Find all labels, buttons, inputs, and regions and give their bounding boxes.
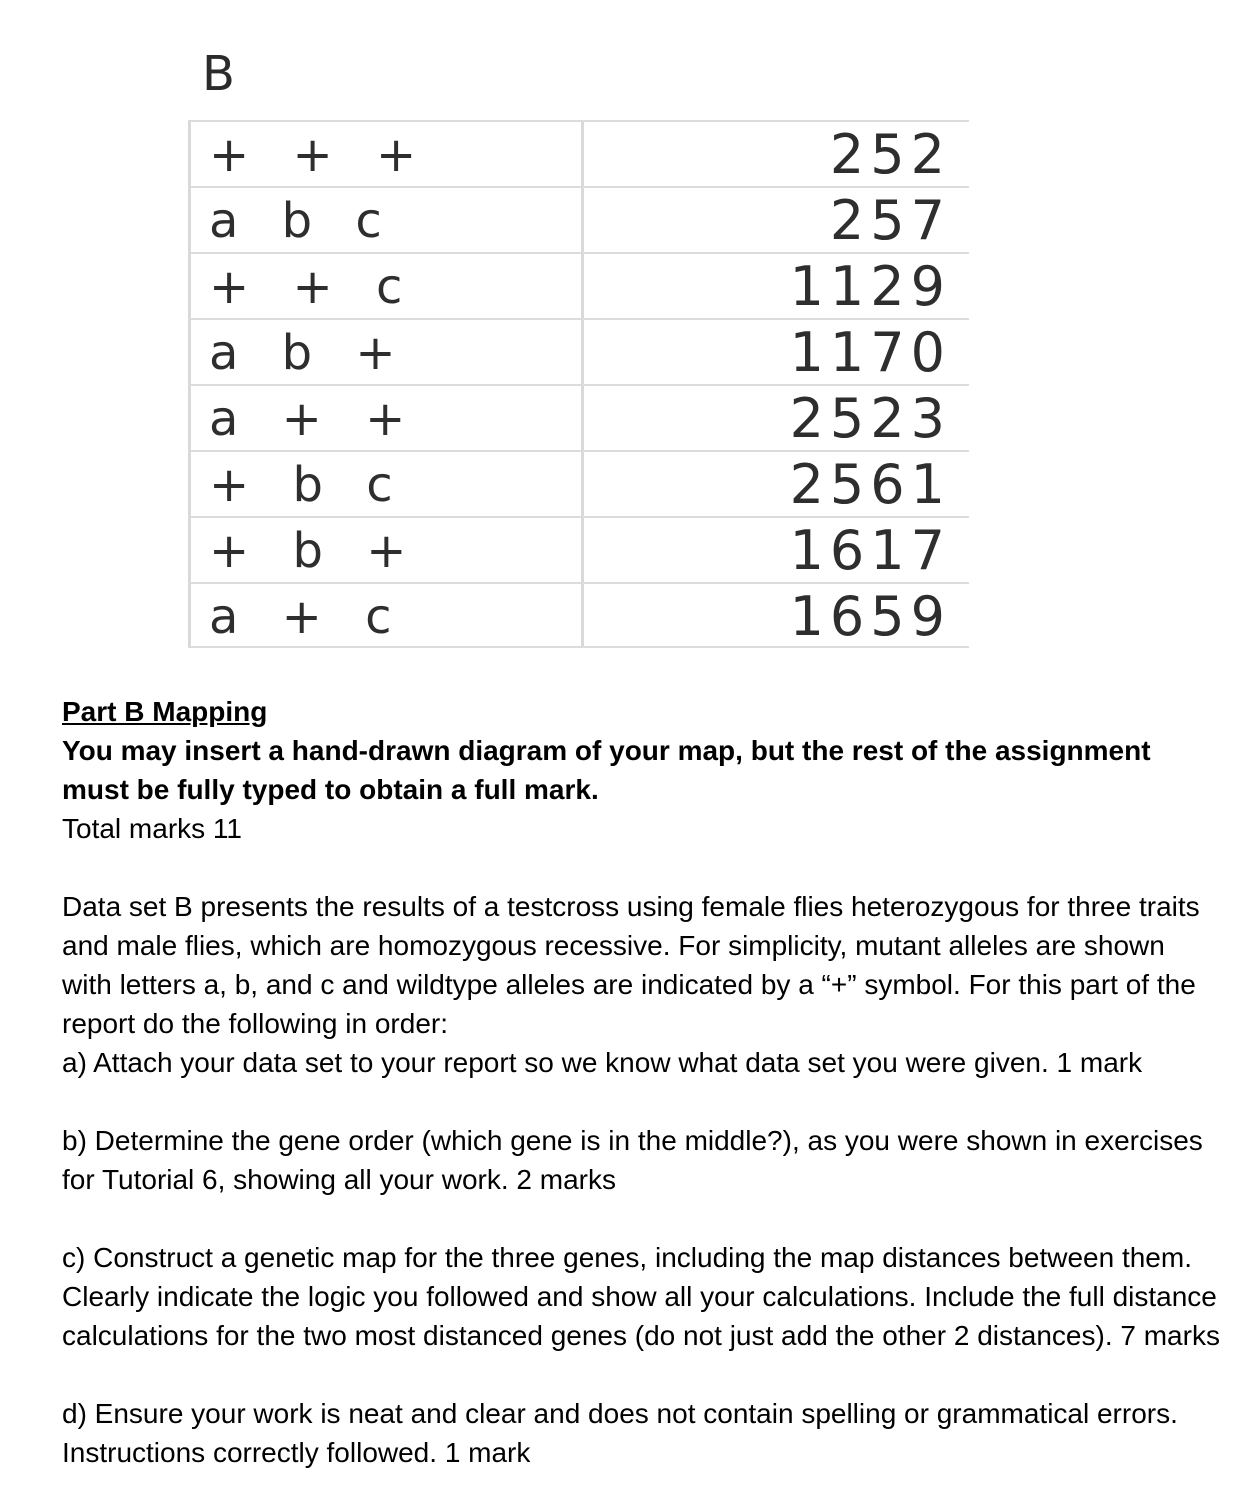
spacer — [62, 1199, 1222, 1238]
intro-paragraph: Data set B presents the results of a testcross using female flies heterozygous for three traits and male flies, which are homozygous recessive. For simplicity, mutant alleles are shown with letters a, b, and c and wildtype alleles are indicated by a “+” symbol. For this part of the report do the following in order: — [62, 891, 1200, 1039]
table-row — [191, 186, 969, 252]
spacer — [62, 1082, 1222, 1121]
genotype-cell: + b + — [191, 518, 584, 582]
genotype-cell: a + c — [191, 584, 584, 646]
count-cell: 2561 — [789, 453, 951, 516]
task-item-d: d) Ensure your work is neat and clear and does not contain spelling or grammatical errors. Instructions correctly followed. 1 mark — [62, 1398, 1178, 1468]
total-marks: Total marks 11 — [62, 813, 242, 844]
instruction-note: You may insert a hand-drawn diagram of your map, but the rest of the assignment must be fully typed to obtain a full mark. — [62, 735, 1151, 805]
section-heading: Part B Mapping — [62, 696, 268, 727]
spacer — [62, 848, 1222, 887]
spacer — [62, 1355, 1222, 1394]
table-row — [191, 252, 969, 318]
genotype-cell: a b + — [191, 320, 584, 384]
genotype-cell: a + + — [191, 386, 584, 450]
table-row — [191, 582, 969, 648]
count-cell: 1659 — [789, 585, 951, 648]
task-item-a: a) Attach your data set to your report so we know what data set you were given. 1 mark — [62, 1047, 1143, 1078]
task-item-c: c) Construct a genetic map for the three genes, including the map distances between them. Clearly indicate the logic you followed and show all your calculations. Include the full distance calculations for the two most distanced genes (do not just add the other 2 distances). 7 marks — [62, 1242, 1220, 1351]
table-row — [191, 384, 969, 450]
count-cell: 252 — [829, 123, 951, 186]
table-row — [191, 450, 969, 516]
table-row — [191, 120, 969, 186]
count-cell: 2523 — [789, 387, 951, 450]
count-cell: 1617 — [789, 519, 951, 582]
dataset-title: B — [202, 46, 235, 102]
genotype-cell: + + + — [191, 122, 584, 186]
genotype-cell: a b c — [191, 188, 584, 252]
genotype-cell: + + c — [191, 254, 584, 318]
count-cell: 1170 — [789, 321, 951, 384]
count-cell: 257 — [829, 189, 951, 252]
count-cell: 1129 — [789, 255, 951, 318]
task-item-b: b) Determine the gene order (which gene is in the middle?), as you were shown in exercises for Tutorial 6, showing all your work. 2 marks — [62, 1125, 1203, 1195]
assignment-text — [62, 692, 1222, 1472]
table-row — [191, 318, 969, 384]
table-row — [191, 516, 969, 582]
genotype-cell: + b c — [191, 452, 584, 516]
dataset-table — [188, 120, 969, 648]
